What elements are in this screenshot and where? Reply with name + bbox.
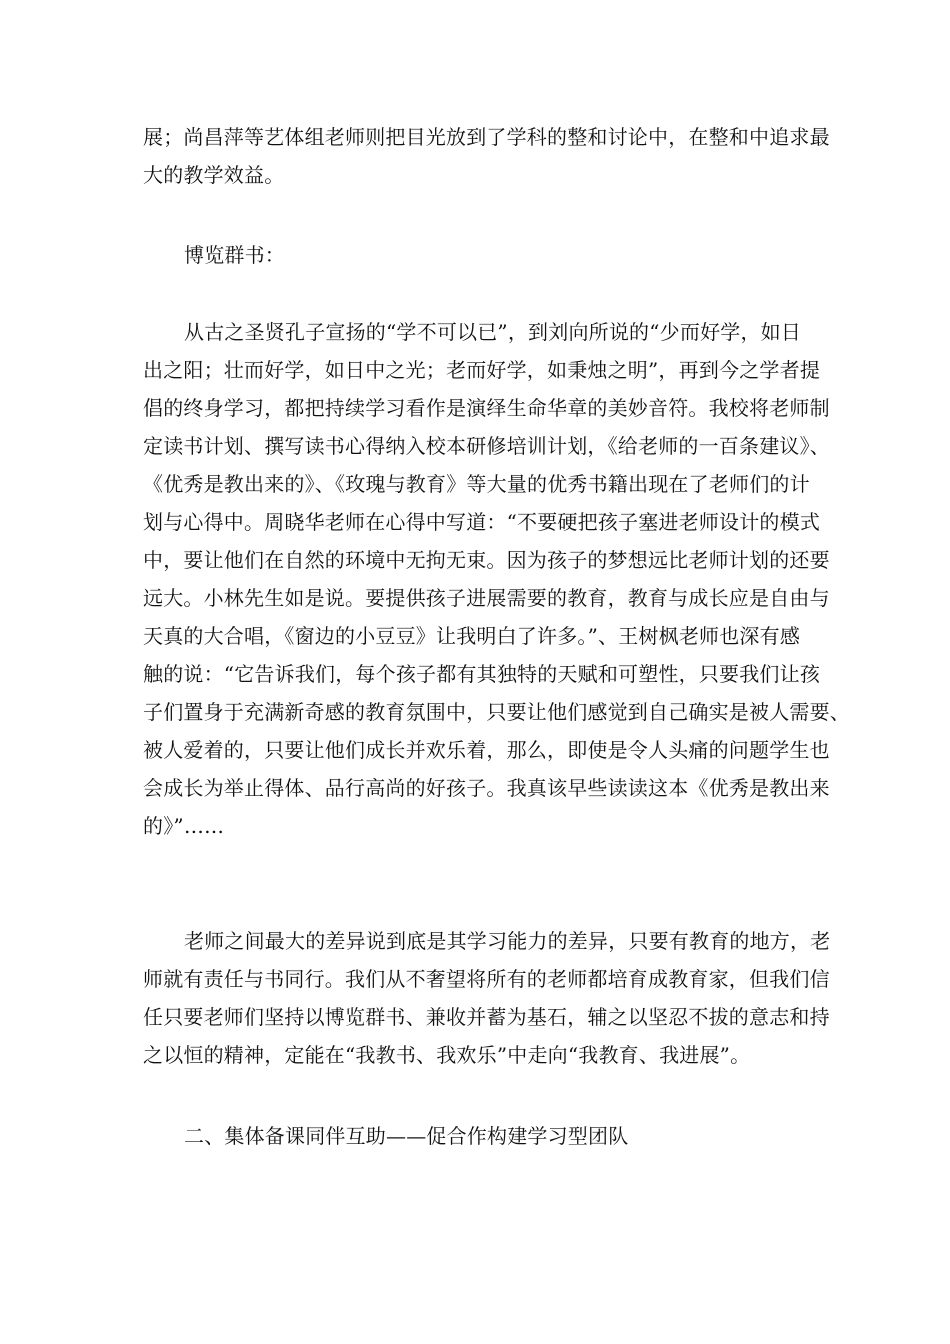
text-line: 天真的大合唱，《窗边的小豆豆》让我明白了许多。”、王树枫老师也深有感 [143, 624, 801, 648]
text-line: 大的教学效益。 [143, 163, 285, 187]
text-line: 任只要老师们坚持以博览群书、兼收并蓄为基石，辅之以坚忍不拔的意志和持 [143, 1005, 830, 1029]
text-line: 被人爱着的，只要让他们成长并欢乐着，那么，即使是令人头痛的问题学生也 [143, 738, 830, 762]
section-heading-collective-lesson-prep [143, 1117, 813, 1155]
text-line: 远大。小林先生如是说。要提供孩子进展需要的教育，教育与成长应是自由与 [143, 586, 830, 610]
section-heading-reading [143, 236, 813, 274]
text-line: 划与心得中。周晓华老师在心得中写道：“不要硬把孩子塞进老师设计的模式 [143, 510, 821, 534]
text-line: 倡的终身学习，都把持续学习看作是演绎生命华章的美妙音符。我校将老师制 [143, 396, 830, 420]
heading-text: 博览群书： [184, 243, 285, 267]
paragraph-teacher-learning [143, 922, 831, 1074]
paragraph-reading-quotes [143, 313, 850, 845]
text-line: 会成长为举止得体、品行高尚的好孩子。我真该早些读读这本《优秀是教出来 [143, 776, 830, 800]
text-line: 从古之圣贤孔子宣扬的“学不可以已”，到刘向所说的“少而好学，如日 [184, 320, 802, 344]
text-line: 定读书计划、撰写读书心得纳入校本研修培训计划，《给老师的一百条建议》、 [143, 434, 830, 458]
text-line: 中，要让他们在自然的环境中无拘无束。因为孩子的梦想远比老师计划的还要 [143, 548, 830, 572]
text-line: 《优秀是教出来的》、《玫瑰与教育》等大量的优秀书籍出现在了老师们的计 [143, 472, 810, 496]
text-line: 触的说：“它告诉我们，每个孩子都有其独特的天赋和可塑性，只要我们让孩 [143, 662, 821, 686]
paragraph-continuation [143, 118, 830, 194]
text-line: 之以恒的精神，定能在“我教书、我欢乐”中走向“我教育、我进展”。 [143, 1043, 751, 1067]
text-line: 子们置身于充满新奇感的教育氛围中，只要让他们感觉到自己确实是被人需要、 [143, 700, 850, 724]
text-line: 老师之间最大的差异说到底是其学习能力的差异，只要有教育的地方，老 [184, 929, 831, 953]
text-line: 的》”…… [143, 814, 225, 838]
text-line: 出之阳；壮而好学，如日中之光；老而好学，如秉烛之明”，再到今之学者提 [143, 358, 821, 382]
text-line: 展；尚昌萍等艺体组老师则把目光放到了学科的整和讨论中，在整和中追求最 [143, 125, 830, 149]
heading-text: 二、集体备课同伴互助——促合作构建学习型团队 [184, 1124, 629, 1148]
text-line: 师就有责任与书同行。我们从不奢望将所有的老师都培育成教育家，但我们信 [143, 967, 830, 991]
